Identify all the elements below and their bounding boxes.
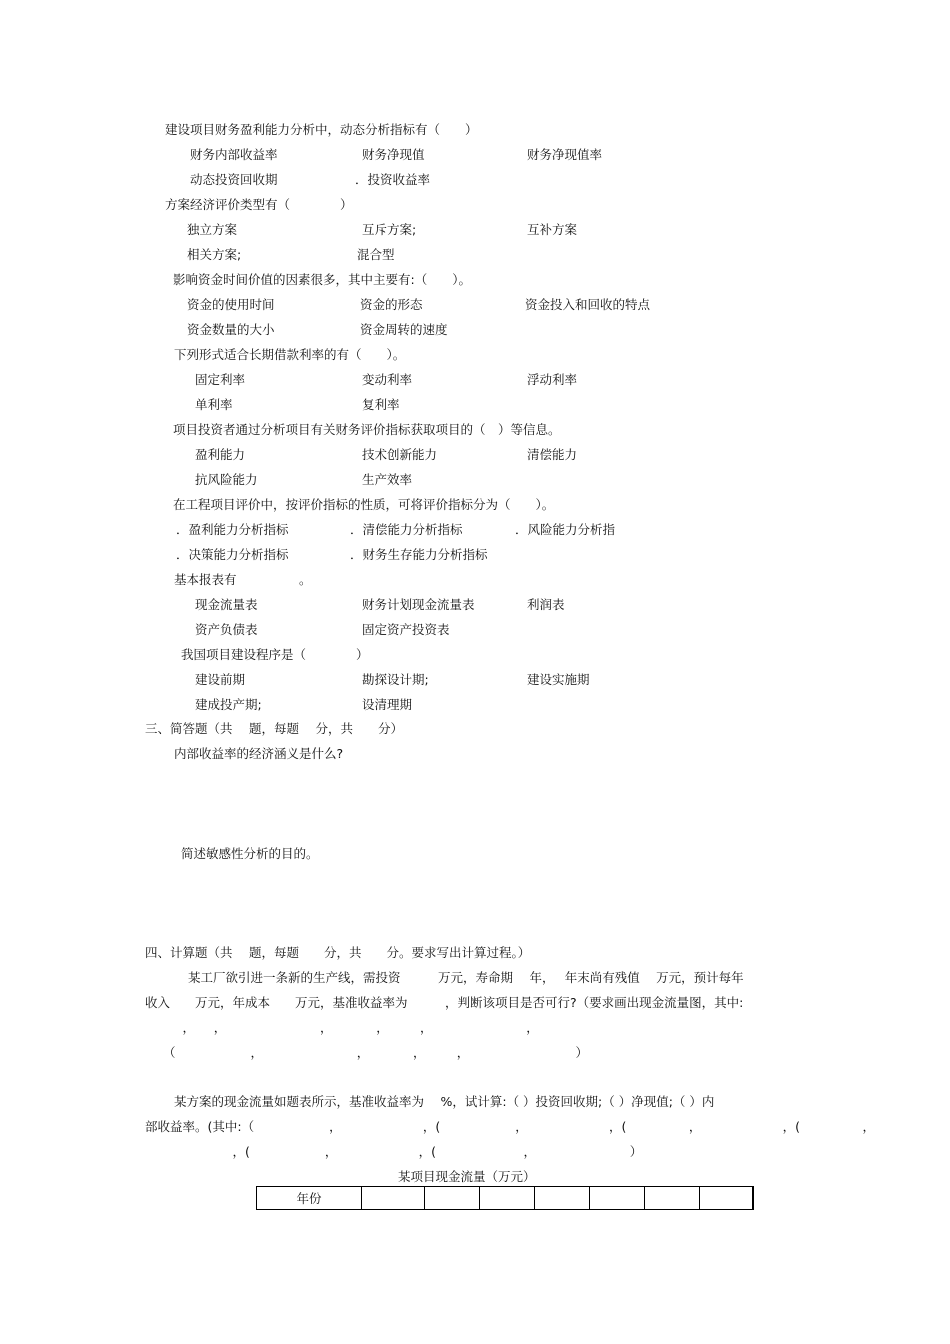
question-stem: 方案经济评价类型有（ ） bbox=[165, 197, 353, 212]
option: 资金的形态 bbox=[360, 297, 423, 312]
cash-flow-table bbox=[256, 1186, 754, 1210]
option: 利润表 bbox=[527, 597, 565, 612]
option: ．投资收益率 bbox=[355, 172, 431, 187]
option: 相关方案; bbox=[187, 247, 242, 262]
option: ．盈利能力分析指标 bbox=[176, 522, 289, 537]
option: 生产效率 bbox=[362, 472, 413, 487]
option: 财务内部收益率 bbox=[190, 147, 278, 162]
option: 动态投资回收期 bbox=[190, 172, 278, 187]
option: 单利率 bbox=[195, 397, 233, 412]
option: 建设前期 bbox=[195, 672, 246, 687]
option: 财务净现值率 bbox=[527, 147, 603, 162]
table-cell bbox=[362, 1187, 425, 1210]
option: 资金的使用时间 bbox=[187, 297, 275, 312]
question-stem: 建设项目财务盈利能力分析中，动态分析指标有（ ） bbox=[165, 122, 478, 137]
question-stem: 下列形式适合长期借款利率的有（ ）。 bbox=[174, 347, 406, 362]
option: 资金数量的大小 bbox=[187, 322, 275, 337]
option: 浮动利率 bbox=[527, 372, 578, 387]
option: 勘探设计期; bbox=[362, 672, 429, 687]
option: 抗风险能力 bbox=[195, 472, 258, 487]
table-cell bbox=[535, 1187, 590, 1210]
table-cell bbox=[425, 1187, 480, 1210]
question-stem: 在工程项目评价中，按评价指标的性质，可将评价指标分为（ ）。 bbox=[173, 497, 555, 512]
table-cell bbox=[700, 1187, 754, 1210]
table-cell bbox=[645, 1187, 700, 1210]
option: ．清偿能力分析指标 bbox=[350, 522, 463, 537]
option: 互补方案 bbox=[527, 222, 578, 237]
option: 财务净现值 bbox=[362, 147, 425, 162]
question-stem: 内部收益率的经济涵义是什么? bbox=[174, 746, 344, 761]
option: 资金周转的速度 bbox=[360, 322, 448, 337]
section-heading: 三、简答题（共 题，每题 分，共 分） bbox=[145, 721, 403, 736]
option: 财务计划现金流量表 bbox=[362, 597, 475, 612]
option: ．决策能力分析指标 bbox=[176, 547, 289, 562]
option: 现金流量表 bbox=[195, 597, 258, 612]
table-row bbox=[257, 1187, 754, 1210]
paragraph-line: （ ， ， ， ， ） bbox=[163, 1045, 589, 1060]
question-stem: 我国项目建设程序是（ ） bbox=[181, 647, 369, 662]
option: 技术创新能力 bbox=[362, 447, 438, 462]
table-row-header: 年份 bbox=[257, 1187, 362, 1210]
option: 变动利率 bbox=[362, 372, 413, 387]
paragraph-line: ， ， ， ， ， ， bbox=[145, 1020, 539, 1035]
option: 设清理期 bbox=[362, 697, 413, 712]
paragraph-line: 部收益率。(其中:（ ， ，( ， ，( ， ，( ， bbox=[145, 1119, 875, 1134]
question-stem: 影响资金时间价值的因素很多，其中主要有:（ ）。 bbox=[173, 272, 471, 287]
option: ．财务生存能力分析指标 bbox=[350, 547, 488, 562]
option: 固定资产投资表 bbox=[362, 622, 450, 637]
section-heading: 四、计算题（共 题，每题 分，共 分。要求写出计算过程。） bbox=[145, 945, 531, 960]
option: 互斥方案; bbox=[362, 222, 417, 237]
option: 盈利能力 bbox=[195, 447, 246, 462]
option: 建设实施期 bbox=[527, 672, 590, 687]
option: 资金投入和回收的特点 bbox=[525, 297, 651, 312]
option: 复利率 bbox=[362, 397, 400, 412]
paragraph-line: ，( ， ，( ， ） bbox=[145, 1144, 643, 1159]
option: 固定利率 bbox=[195, 372, 246, 387]
option: 资产负债表 bbox=[195, 622, 258, 637]
question-stem: 简述敏感性分析的目的。 bbox=[181, 846, 319, 861]
option: 清偿能力 bbox=[527, 447, 578, 462]
table-cell bbox=[590, 1187, 645, 1210]
option: 混合型 bbox=[357, 247, 395, 262]
question-stem: 项目投资者通过分析项目有关财务评价指标获取项目的（ ）等信息。 bbox=[173, 422, 561, 437]
option: 建成投产期; bbox=[195, 697, 262, 712]
question-stem: 基本报表有 。 bbox=[174, 572, 312, 587]
option: ．风险能力分析指 bbox=[515, 522, 616, 537]
table-title: 某项目现金流量（万元） bbox=[398, 1169, 536, 1184]
paragraph-line: 某方案的现金流量如题表所示，基准收益率为 %，试计算:（ ）投资回收期;（ ）净现值;（ ）内 bbox=[174, 1094, 715, 1109]
paragraph-line: 某工厂欲引进一条新的生产线，需投资 万元，寿命期 年， 年末尚有残值 万元，预计每年 bbox=[188, 970, 744, 985]
table-cell bbox=[480, 1187, 535, 1210]
option: 独立方案 bbox=[187, 222, 238, 237]
paragraph-line: 收入 万元，年成本 万元，基准收益率为 ，判断该项目是否可行?（要求画出现金流量图，其中: bbox=[145, 995, 744, 1010]
